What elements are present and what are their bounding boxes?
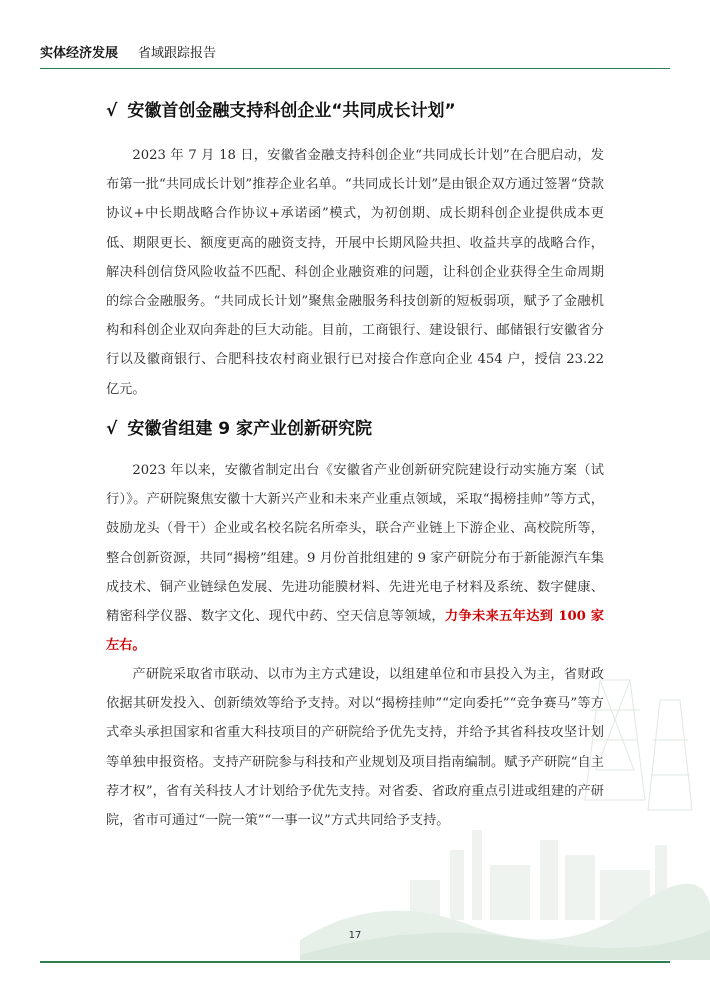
section-title-growth-plan xyxy=(106,96,456,121)
checkmark-icon: √ xyxy=(106,101,118,121)
header-subtitle: 省域跟踪报告 xyxy=(138,46,217,61)
paragraph-research-institutes-2: 产研院采取省市联动、以市为主方式建设，以组建单位和市县投入为主，省财政依据其研发投入、创新绩效等给予支持。对以“揭榜挂帅”“定向委托”“竞争赛马”等方式牵头承担国家和省重大科技项目的产研院给予优先支持，并给予其省科技攻坚计划等单独申报资格。支持产研院参与科技和产业规划及项目指南编制。赋予产研院“自主荐才权”，省有关科技人才计划给予优先支持。对省委、省政府重点引进或组建的产研院，省市可通过“一院一策”“一事一议”方式共同给予支持。 xyxy=(106,667,604,829)
page-number: 17 xyxy=(348,930,362,941)
checkmark-icon: √ xyxy=(106,419,118,439)
highlighted-goal-text: 力争未来五年达到 100 家左右。 xyxy=(106,609,604,654)
paragraph-growth-plan: 2023 年 7 月 18 日，安徽省金融支持科创企业“共同成长计划”在合肥启动，发布第一批“共同成长计划”推荐企业名单。“共同成长计划”是由银企双方通过签署“贷款协议+中长期战略合作协议+承诺函”模式，为初创期、成长期科创企业提供成本更低、期限更长、额度更高的融资支持，开展中长期风险共担、收益共享的战略合作，解决科创信贷风险收益不匹配、科创企业融资难的问题，让科创企业获得全生命周期的综合金融服务。“共同成长计划”聚焦金融服务科技创新的短板弱项，赋予了金融机构和科创企业双向奔赴的巨大动能。目前，工商银行、建设银行、邮储银行安徽省分行以及徽商银行、合肥科技农村商业银行已对接合作意向企业 454 户，授信 23.22 亿元。 xyxy=(106,148,604,397)
section-title-text: 安徽省组建 9 家产业创新研究院 xyxy=(127,419,373,439)
page-header xyxy=(40,38,670,66)
header-divider xyxy=(40,68,670,69)
section-title-text: 安徽首创金融支持科创企业“共同成长计划” xyxy=(127,101,456,121)
section-title-research-institutes xyxy=(106,414,372,439)
header-title: 实体经济发展 xyxy=(40,46,119,61)
footer-divider xyxy=(40,961,670,963)
paragraph-research-institutes-1 xyxy=(106,456,604,660)
paragraph-text: 2023 年以来，安徽省制定出台《安徽省产业创新研究院建设行动实施方案（试行）》。产研院聚焦安徽十大新兴产业和未来产业重点领域，采取“揭榜挂帅”等方式，鼓励龙头（骨干）企业或名校名院名所牵头，联合产业链上下游企业、高校院所等，整合创新资源，共同“揭榜”组建。9 月份首批组建的 9 家产研院分布于新能源汽车集成技术、铜产业链绿色发展、先进功能膜材料、先进光电子材料及系统、数字健康、精密科学仪器、数字文化、现代中药、空天信息等领域， xyxy=(106,463,604,625)
